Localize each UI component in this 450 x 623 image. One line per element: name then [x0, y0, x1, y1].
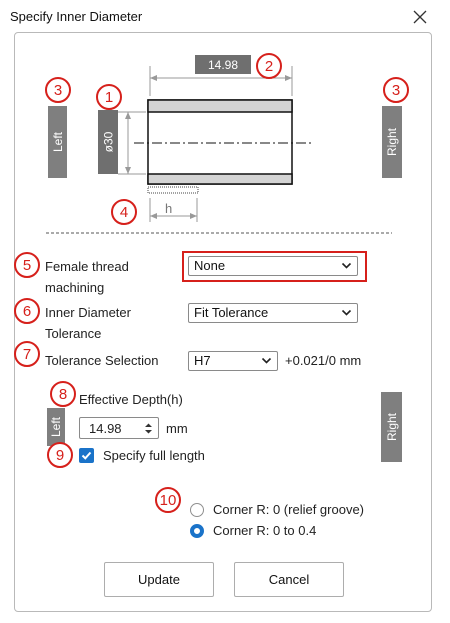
full-length-label: Specify full length	[103, 448, 205, 463]
depth-left-button[interactable]: Left	[47, 408, 65, 446]
corner-r-range-label: Corner R: 0 to 0.4	[213, 523, 317, 538]
full-length-checkbox[interactable]	[79, 448, 94, 463]
inner-diameter-tolerance-label: Inner Diameter Tolerance	[45, 305, 131, 341]
inner-diameter-tolerance-select[interactable]: Fit Tolerance	[188, 303, 358, 323]
corner-r-range-radio[interactable]	[190, 524, 204, 538]
corner-r-relief-label: Corner R: 0 (relief groove)	[213, 502, 364, 517]
callout-3-right: 3	[383, 77, 409, 103]
callout-7: 7	[14, 341, 40, 367]
callout-5: 5	[14, 252, 40, 278]
chevron-down-icon	[341, 307, 352, 318]
effective-depth-unit: mm	[166, 421, 188, 436]
callout-3-left: 3	[45, 77, 71, 103]
window-title: Specify Inner Diameter	[10, 9, 143, 24]
tolerance-selection-label: Tolerance Selection	[45, 353, 159, 368]
h-dimension-label: h	[165, 201, 173, 216]
effective-depth-input[interactable]: 14.98	[79, 417, 159, 439]
callout-1: 1	[96, 84, 122, 110]
diagram-right-button[interactable]: Right	[382, 106, 402, 178]
diameter-dimension-label: ø30	[98, 110, 118, 174]
callout-8: 8	[50, 381, 76, 407]
chevron-down-icon	[261, 355, 272, 366]
cancel-button[interactable]: Cancel	[234, 562, 344, 597]
female-thread-select[interactable]: None	[188, 256, 358, 276]
spinner-arrows-icon[interactable]	[144, 422, 153, 435]
callout-4: 4	[111, 199, 137, 225]
callout-10: 10	[155, 487, 181, 513]
tolerance-range-text: +0.021/0 mm	[285, 353, 362, 368]
length-dimension-label: 14.98	[195, 55, 251, 74]
callout-6: 6	[14, 298, 40, 324]
callout-2: 2	[256, 53, 282, 79]
update-button[interactable]: Update	[104, 562, 214, 597]
tolerance-selection-select[interactable]: H7	[188, 351, 278, 371]
chevron-down-icon	[341, 260, 352, 271]
callout-9: 9	[47, 442, 73, 468]
depth-right-button[interactable]: Right	[381, 392, 402, 462]
checkmark-icon	[81, 450, 92, 461]
corner-r-relief-radio[interactable]	[190, 503, 204, 517]
female-thread-label: Female thread machining	[45, 259, 129, 295]
diagram-left-button[interactable]: Left	[48, 106, 67, 178]
effective-depth-label: Effective Depth(h)	[79, 392, 183, 407]
